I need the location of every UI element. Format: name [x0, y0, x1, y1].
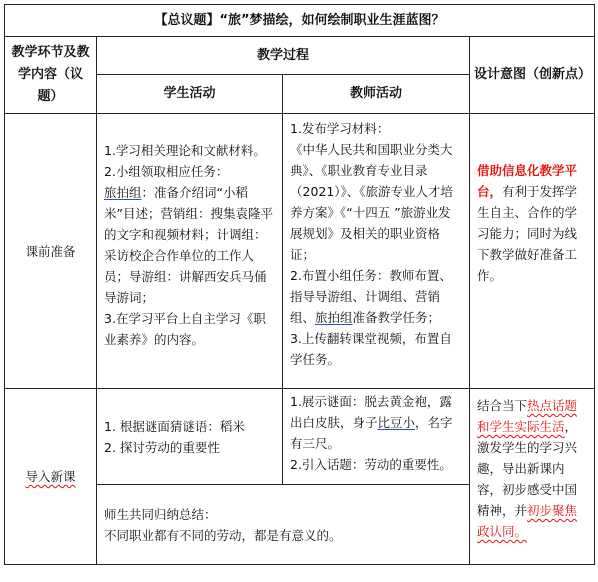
- intro-teacher-cell: [283, 389, 470, 485]
- prep-student-tasks-rest: ：准备介绍词“小稻米”目述；营销组：搜集袁隆平的文字和视频材料；计调组：采访校企合作单位的工作人员；导游组：讲解西安兵马俑导游词；: [104, 185, 273, 305]
- lesson-plan-table: [4, 4, 595, 565]
- intro-riddle-text: 1.展示谜面：脱去黄金袍，露出白皮肤，身子: [290, 394, 452, 430]
- prep-student-line-2: 2.小组领取相应任务：: [104, 164, 229, 179]
- prep-student-line-1: 1.学习相关理论和文献材料。: [104, 143, 266, 158]
- intro-student-line-2: 2. 探讨劳动的重要性: [104, 439, 220, 455]
- intro-student-line-1: 1. 根据谜面猜谜语：稻米: [104, 418, 245, 434]
- prep-design-text: [477, 160, 588, 286]
- intro-design-highlight-2: 初步聚焦政认同。: [477, 503, 578, 539]
- row-label-prep: 课前准备: [5, 114, 97, 389]
- intro-student-cell: [97, 389, 283, 485]
- intro-design-p1: 结合当下: [477, 398, 528, 413]
- intro-design-cell: [470, 389, 595, 565]
- prep-design-cell: [470, 114, 595, 389]
- intro-riddle-end: ，名字有三尺。: [290, 415, 453, 451]
- intro-design-highlight-1: 热点话题和学生实际生活: [477, 398, 578, 434]
- lvpai-group-term-teacher: 旅拍组: [315, 310, 353, 325]
- prep-teacher-line-2: 《中华人民共和国职业分类大典》、《职业教育专业目录（2021）》、《旅游专业人才培 养方案》《“十四五 ”旅游业发展规划》及相关的职业资格证；: [290, 142, 454, 262]
- header-process: 教学过程: [97, 37, 470, 75]
- table-title: 【总议题】“旅”梦描绘，如何绘制职业生涯蓝图？: [5, 5, 595, 37]
- lvpai-group-term: 旅拍组: [104, 185, 142, 200]
- intro-teacher-line-2: 2.引入话题：劳动的重要性。: [290, 457, 452, 472]
- prep-student-cell: [97, 114, 283, 389]
- intro-summary-line-2: 不同职业都有不同的劳动，都是有意义的。: [104, 527, 342, 543]
- intro-riddle-underlined: 比豆小: [377, 415, 416, 430]
- prep-teacher-cell: [283, 114, 470, 389]
- intro-summary-cell: [97, 485, 470, 565]
- intro-summary-line-1: 师生共同归纳总结：: [104, 506, 217, 522]
- prep-teacher-line-1: 1.发布学习材料：: [290, 121, 390, 136]
- intro-teacher-line-1: [290, 391, 463, 454]
- prep-teacher-line-4: 3.上传翻转课堂视频，布置自学任务。: [290, 331, 452, 367]
- intro-design-text: [477, 395, 588, 542]
- header-design: 设计意图（创新点）: [470, 37, 595, 114]
- prep-student-tasks: [104, 182, 276, 308]
- intro-design-p2: ，激发学生的学习兴趣，导出新课内容，初步感受中国精神，并: [477, 419, 578, 518]
- prep-student-line-3: 3.在学习平台上自主学习《职业素养》的内容。: [104, 311, 266, 347]
- row-label-intro: [5, 389, 97, 565]
- header-student: 学生活动: [97, 75, 283, 114]
- intro-label-text: 导入新课: [25, 469, 76, 484]
- prep-teacher-line-3-text: 2.布置小组任务：教师布置、指导导游组、计调组、营销组、: [290, 268, 452, 325]
- header-stage: 教学环节及教学内容（议题）: [5, 37, 97, 114]
- prep-design-highlight: 借助信息化教学平台，: [477, 163, 578, 199]
- header-teacher: 教师活动: [283, 75, 470, 114]
- prep-teacher-line-3-rest: 准备教学任务；: [352, 310, 441, 325]
- prep-teacher-line-3: [290, 265, 463, 328]
- prep-design-rest: 有利于发挥学生自主、合作的学习能力；同时为线下教学做好准备工作。: [477, 184, 578, 283]
